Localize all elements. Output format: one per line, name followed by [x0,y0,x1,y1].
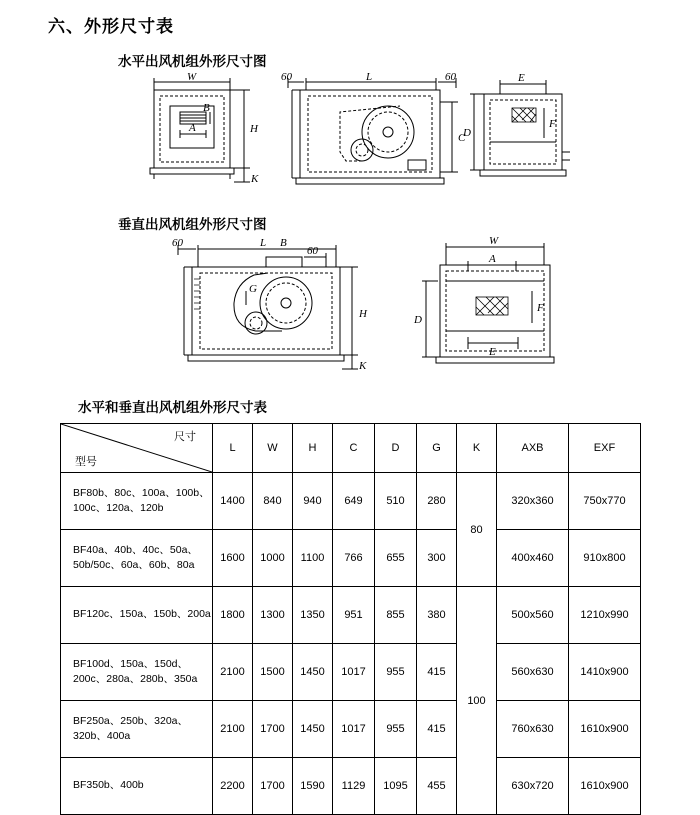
column-header-C: C [333,424,375,473]
model-cell [61,530,213,587]
table-header-row [61,424,641,473]
cell-EXF: 910x800 [569,530,641,587]
model-line: BF80b、80c、100a、100b、 [73,486,210,499]
svg-text:E: E [489,346,496,358]
cell-C: 1017 [333,644,375,701]
cell-H: 1450 [293,644,333,701]
model-line: 100c、120a、120b [73,502,164,514]
cell-D: 510 [375,473,417,530]
svg-text:L: L [260,237,267,249]
cell-L: 2100 [213,644,253,701]
svg-text:F: F [537,302,544,314]
column-header-H: H [293,424,333,473]
cell-D: 1095 [375,758,417,815]
column-header-AXB: AXB [497,424,569,473]
cell-W: 1300 [253,587,293,644]
model-cell [61,473,213,530]
cell-AXB: 400x460 [497,530,569,587]
model-line: 320b、400a [73,730,131,742]
column-header-W: W [253,424,293,473]
model-cell [61,701,213,758]
table-row [61,644,641,701]
model-line: BF250a、250b、320a、 [73,714,188,727]
svg-text:60: 60 [307,245,318,257]
cell-L: 1600 [213,530,253,587]
vertical-outline-diagram [150,235,580,390]
column-header-K: K [457,424,497,473]
table-row [61,473,641,530]
svg-text:B: B [203,102,210,114]
svg-text:W: W [187,72,197,83]
cell-AXB: 630x720 [497,758,569,815]
svg-text:H: H [250,123,258,135]
dimension-table [60,423,641,815]
table-row [61,530,641,587]
model-cell [61,587,213,644]
table-row [61,701,641,758]
svg-text:K: K [251,173,259,185]
cell-G: 280 [417,473,457,530]
cell-EXF: 1210x990 [569,587,641,644]
svg-text:D: D [414,314,422,326]
cell-AXB: 760x630 [497,701,569,758]
svg-text:F: F [549,118,556,130]
cell-D: 655 [375,530,417,587]
cell-AXB: 320x360 [497,473,569,530]
cell-G: 415 [417,644,457,701]
cell-L: 1800 [213,587,253,644]
svg-text:60: 60 [172,237,183,249]
corner-size-label: 尺寸 [174,431,196,443]
cell-EXF: 1410x900 [569,644,641,701]
corner-model-label: 型号 [75,456,97,468]
model-cell [61,758,213,815]
column-header-EXF: EXF [569,424,641,473]
cell-W: 1700 [253,701,293,758]
cell-G: 455 [417,758,457,815]
svg-text:E: E [518,72,525,84]
table-row [61,758,641,815]
cell-K: 100 [457,587,497,815]
cell-L: 1400 [213,473,253,530]
cell-K: 80 [457,473,497,587]
svg-text:G: G [249,283,257,295]
cell-EXF: 750x770 [569,473,641,530]
cell-W: 1700 [253,758,293,815]
cell-G: 300 [417,530,457,587]
cell-W: 840 [253,473,293,530]
column-header-L: L [213,424,253,473]
vertical-figure-caption: 垂直出风机组外形尺寸图 [118,217,267,232]
cell-AXB: 560x630 [497,644,569,701]
svg-text:D: D [463,127,471,139]
column-header-G: G [417,424,457,473]
column-header-D: D [375,424,417,473]
cell-W: 1500 [253,644,293,701]
model-cell [61,644,213,701]
svg-text:L: L [366,72,373,83]
cell-H: 1590 [293,758,333,815]
cell-C: 1129 [333,758,375,815]
svg-text:B: B [280,237,287,249]
cell-C: 951 [333,587,375,644]
page-title: 六、外形尺寸表 [48,17,174,36]
cell-C: 649 [333,473,375,530]
horizontal-figure-caption: 水平出风机组外形尺寸图 [118,54,267,69]
cell-AXB: 500x560 [497,587,569,644]
cell-EXF: 1610x900 [569,701,641,758]
cell-H: 1350 [293,587,333,644]
corner-cell [61,424,213,473]
cell-L: 2100 [213,701,253,758]
cell-G: 415 [417,701,457,758]
svg-text:A: A [489,253,496,265]
svg-text:C: C [458,132,466,144]
model-line: 50b/50c、60a、60b、80a [73,559,195,571]
horizontal-outline-diagram [140,72,570,212]
cell-W: 1000 [253,530,293,587]
cell-C: 766 [333,530,375,587]
table-row [61,587,641,644]
svg-text:A: A [189,122,196,134]
cell-D: 855 [375,587,417,644]
svg-text:W: W [489,235,499,247]
cell-C: 1017 [333,701,375,758]
table-caption: 水平和垂直出风机组外形尺寸表 [78,400,267,415]
cell-EXF: 1610x900 [569,758,641,815]
model-line: BF40a、40b、40c、50a、 [73,543,198,556]
cell-H: 1100 [293,530,333,587]
cell-L: 2200 [213,758,253,815]
cell-H: 1450 [293,701,333,758]
cell-D: 955 [375,701,417,758]
model-line: BF120c、150a、150b、200a [73,608,211,621]
svg-text:H: H [359,308,367,320]
cell-H: 940 [293,473,333,530]
svg-text:60: 60 [281,72,292,83]
svg-text:60: 60 [445,72,456,83]
model-line: BF100d、150a、150d、 [73,657,188,670]
model-line: BF350b、400b [73,779,144,792]
cell-D: 955 [375,644,417,701]
cell-G: 380 [417,587,457,644]
model-line: 200c、280a、280b、350a [73,673,198,685]
svg-text:K: K [359,360,367,372]
